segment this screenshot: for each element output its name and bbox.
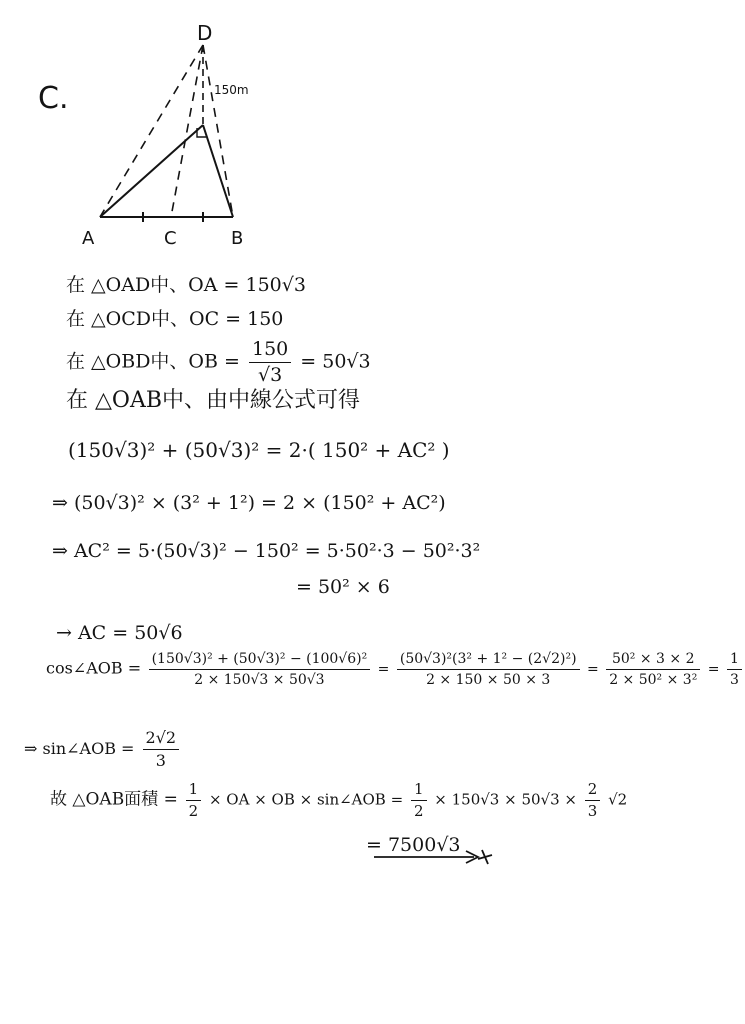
median-intro: 在 △OAB中、由中線公式可得: [66, 388, 361, 413]
area-prefix: 故 △OAB面積 =: [50, 789, 178, 810]
cos-f2-den: 2 × 150 × 50 × 3: [426, 672, 551, 688]
area-half: [186, 782, 202, 819]
sin-prefix: ⇒ sin∠AOB =: [24, 739, 135, 758]
sin-num: 2√2: [143, 730, 180, 750]
area-root: √2: [608, 790, 628, 809]
ob-fraction-num: 150: [249, 340, 291, 363]
problem-label: C.: [38, 81, 69, 116]
point-label-b: B: [231, 228, 244, 249]
equation-3: ⇒ AC² = 5·(50√3)² − 150² = 5·50²·3 − 50²·3²: [52, 540, 481, 562]
equation-5: → AC = 50√6: [56, 622, 183, 644]
cos-f2-num: (50√3)²(3² + 1² − (2√2)²): [397, 652, 580, 670]
point-label-a: A: [82, 228, 95, 249]
area-half-2: [411, 782, 427, 819]
area-tail: × 150√3 × 50√3 ×: [434, 790, 577, 809]
area-frac2-den: 3: [587, 802, 598, 820]
area-half-2-den: 2: [413, 802, 424, 820]
cos-f1-den: 2 × 150√3 × 50√3: [194, 672, 325, 688]
cos-fraction-3: [606, 652, 700, 687]
line-obd: [66, 340, 371, 385]
area-half-2-num: 1: [411, 782, 427, 801]
dashed-line-db: [203, 45, 233, 217]
cos-r-den: 3: [729, 672, 739, 688]
equation-2: ⇒ (50√3)² × (3² + 1²) = 2 × (150² + AC²): [52, 492, 446, 514]
ob-fraction: [249, 340, 291, 385]
cos-f3-den: 2 × 50² × 3²: [609, 672, 698, 688]
segment-ao: [100, 125, 203, 217]
cos-f1-num: (150√3)² + (50√3)² − (100√6)²: [149, 652, 371, 670]
answer-arrow: [370, 848, 494, 866]
triangle-diagram: [0, 0, 628, 260]
sin-den: 3: [155, 751, 166, 770]
equation-1: (150√3)² + (50√3)² = 2·( 150² + AC² ): [68, 438, 450, 462]
area-mid: × OA × OB × sin∠AOB =: [208, 790, 404, 809]
area-line: [50, 782, 627, 819]
cos-fraction-1: [149, 652, 371, 687]
area-half-den: 2: [188, 802, 199, 820]
equation-4: = 50² × 6: [296, 576, 390, 598]
cos-f3-num: 50² × 3 × 2: [606, 652, 700, 670]
sin-fraction: [143, 730, 180, 769]
line-oad: 在 △OAD中、OA = 150√3: [66, 274, 306, 296]
area-frac-2: [585, 782, 601, 819]
final-answer: = 7500√3: [366, 834, 461, 856]
ob-result: = 50√3: [300, 350, 371, 373]
cos-fraction-2: [397, 652, 580, 687]
segment-ob: [203, 125, 233, 217]
point-label-d: D: [197, 21, 213, 45]
area-frac2-num: 2: [585, 782, 601, 801]
line-obd-prefix: 在 △OBD中、OB =: [66, 350, 240, 373]
cos-r-num: 1: [727, 652, 742, 670]
ob-fraction-den: √3: [258, 364, 283, 386]
sin-line: [24, 730, 182, 769]
line-ocd: 在 △OCD中、OC = 150: [66, 308, 284, 330]
area-half-num: 1: [186, 782, 202, 801]
dashed-line-dc: [171, 45, 203, 217]
cos-line: cos∠AOB = $\frac{\text{(150√3)² + (50√3)² − (100√6)²}}{2 \times 150√3 \times 50√3}$ = $\frac{\text{(50√3)²(3² + 1² − (2√2)²)}}{2 \times 150 \times 50 \times 3}$ = $\frac{\text{50² × 3 × 2}}{\text{2 × 50² × 3²}}$ = $\frac{1}{3}$: [46, 652, 745, 687]
height-label: 150m: [214, 83, 249, 97]
cos-prefix: cos∠AOB =: [46, 658, 142, 678]
cos-result: [727, 652, 742, 687]
point-label-c: C: [164, 228, 177, 249]
